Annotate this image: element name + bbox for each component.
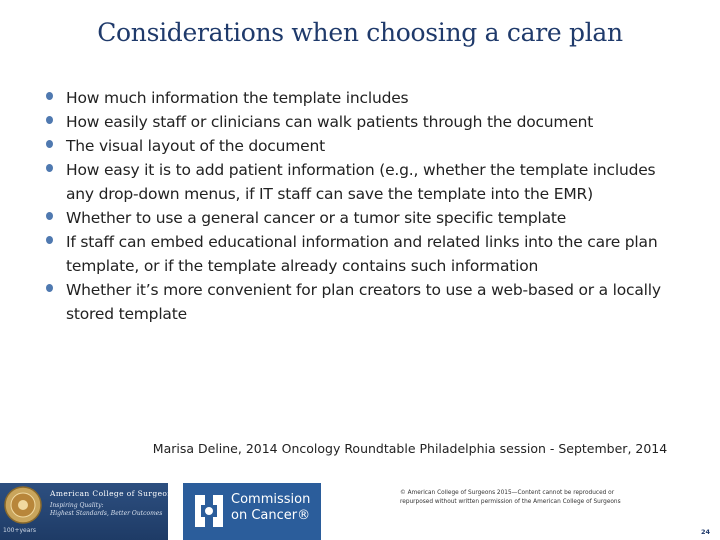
bullet-dot-icon xyxy=(46,164,53,172)
copyright-line: © American College of Surgeons 2015—Content cannot be reproduced or xyxy=(400,490,615,496)
bullet-item xyxy=(46,278,676,326)
bullet-dot-icon xyxy=(46,140,53,148)
slide-title: Considerations when choosing a care plan xyxy=(97,18,623,47)
bullet-text: If staff can embed educational information and related links into the care plan template, or if the template already contains such information xyxy=(66,233,658,275)
copyright-notice xyxy=(400,489,670,507)
bullet-dot-icon xyxy=(46,116,53,124)
acs-logo-panel xyxy=(0,483,177,540)
acs-name: American College of Surgeons xyxy=(50,489,177,498)
attribution: Marisa Deline, 2014 Oncology Roundtable Philadelphia session - September, 2014 xyxy=(152,441,668,456)
bullet-item xyxy=(46,206,676,230)
bullet-item xyxy=(46,110,676,134)
coc-name-line: Commission xyxy=(231,492,311,507)
bullet-dot-icon xyxy=(46,236,53,244)
bullet-item xyxy=(46,230,676,278)
bullet-dot-icon xyxy=(46,92,53,100)
bullet-item xyxy=(46,86,676,110)
bullet-text: How easily staff or clinicians can walk patients through the document xyxy=(66,113,594,131)
bullet-item xyxy=(46,134,676,158)
bullet-dot-icon xyxy=(46,212,53,220)
bullet-list xyxy=(46,86,676,326)
acs-years: 100+years xyxy=(3,527,36,534)
page-number: 24 xyxy=(700,528,710,536)
bullet-text: Whether to use a general cancer or a tumor site specific template xyxy=(66,209,567,227)
coc-name-line: on Cancer® xyxy=(231,508,311,523)
footer-bar xyxy=(0,483,720,540)
acs-tagline-line: Highest Standards, Better Outcomes xyxy=(50,510,163,517)
bullet-text: The visual layout of the document xyxy=(66,137,325,155)
acs-tagline xyxy=(50,502,162,518)
copyright-line: repurposed without written permission of the American College of Surgeons xyxy=(400,499,621,505)
bullet-text: Whether it’s more convenient for plan creators to use a web-based or a locally stored template xyxy=(66,281,661,323)
coc-logo-panel xyxy=(183,483,321,540)
coc-name xyxy=(231,492,310,524)
acs-tagline-line: Inspiring Quality: xyxy=(50,502,104,509)
acs-seal-icon xyxy=(3,485,43,525)
bullet-item xyxy=(46,158,676,206)
bullet-text: How easy it is to add patient information (e.g., whether the template includes any drop-down menus, if IT staff can save the template into the EMR) xyxy=(66,161,656,203)
bullet-dot-icon xyxy=(46,284,53,292)
bullet-text: How much information the template includes xyxy=(66,89,409,107)
coc-logo-icon xyxy=(189,491,229,531)
